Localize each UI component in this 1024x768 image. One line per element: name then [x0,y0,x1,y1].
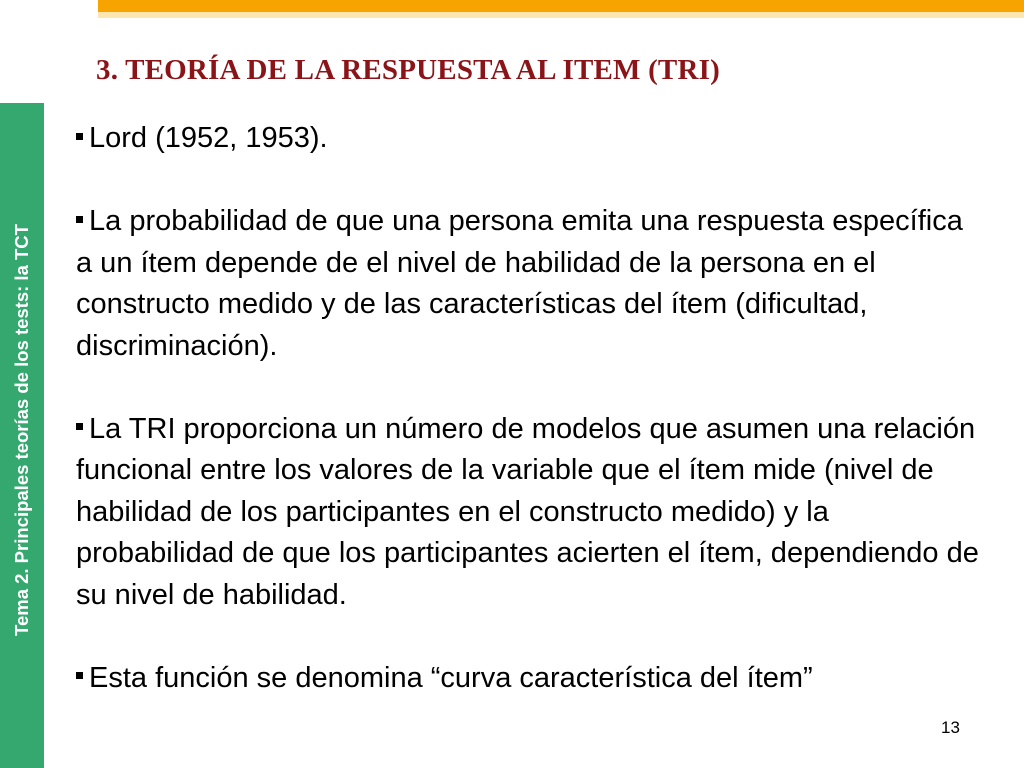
page-number: 13 [941,718,960,737]
bullet-item [76,409,981,617]
slide-body [76,118,981,699]
bullet-item [76,658,981,700]
top-accent-bar [98,0,1024,12]
slide-title: 3. TEORÍA DE LA RESPUESTA AL ITEM (TRI) [96,54,720,86]
bullet-text: Lord (1952, 1953). [89,122,328,154]
bullet-text: Esta función se denomina “curva característica del ítem” [89,661,813,694]
square-bullet-icon [76,423,83,430]
top-accent-bar-light [98,12,1024,18]
bullet-item [76,118,981,160]
side-topic-label: Tema 2. Principales teorías de los tests: la TCT [11,224,32,636]
square-bullet-icon [76,133,83,140]
square-bullet-icon [76,672,83,679]
square-bullet-icon [76,216,83,223]
bullet-text: La TRI proporciona un número de modelos que asumen una relación funcional entre los valores de la variable que el ítem mide (nivel de habilidad de los participantes en el constructo medido) y la probabilidad de que los participantes acierten el ítem, dependiendo de su nivel de habilidad. [76,412,979,611]
bullet-text: La probabilidad de que una persona emita una respuesta específica a un ítem depende de el nivel de habilidad de la persona en el constructo medido y de las características del ítem (dificultad, discriminación). [76,205,963,362]
bullet-item [76,201,981,367]
